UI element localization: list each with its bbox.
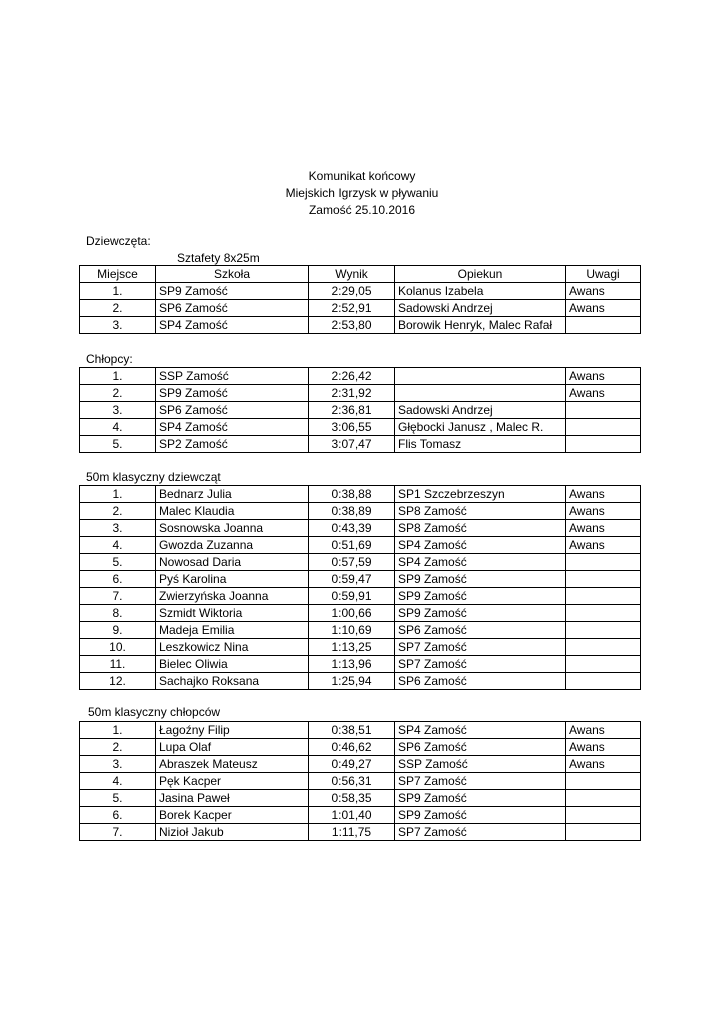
boys-50m-label: 50m klasyczny chłopców	[88, 705, 221, 719]
cell-swimmer: Sosnowska Joanna	[156, 520, 309, 537]
cell-result: 2:36,81	[309, 402, 395, 419]
cell-school: SP7 Zamość	[395, 656, 566, 673]
cell-school: SP8 Zamość	[395, 503, 566, 520]
cell-notes	[566, 639, 641, 656]
table-row	[80, 554, 641, 571]
cell-notes	[566, 790, 641, 807]
cell-place: 1.	[80, 283, 156, 300]
cell-result: 3:06,55	[309, 419, 395, 436]
cell-place: 1.	[80, 722, 156, 739]
table-row	[80, 656, 641, 673]
cell-school: SP1 Szczebrzeszyn	[395, 486, 566, 503]
relay-boys-table	[79, 367, 641, 453]
cell-swimmer: Pyś Karolina	[156, 571, 309, 588]
table-row	[80, 368, 641, 385]
cell-result: 0:58,35	[309, 790, 395, 807]
cell-swimmer: Pęk Kacper	[156, 773, 309, 790]
cell-school: SP6 Zamość	[156, 402, 309, 419]
cell-school: SP4 Zamość	[156, 419, 309, 436]
cell-notes	[566, 317, 641, 334]
cell-place: 6.	[80, 807, 156, 824]
table-row	[80, 486, 641, 503]
cell-place: 4.	[80, 419, 156, 436]
cell-coach: Głębocki Janusz , Malec R.	[395, 419, 566, 436]
cell-school: SP4 Zamość	[156, 317, 309, 334]
cell-place: 3.	[80, 317, 156, 334]
cell-swimmer: Malec Klaudia	[156, 503, 309, 520]
cell-place: 11.	[80, 656, 156, 673]
cell-school: SP9 Zamość	[395, 605, 566, 622]
cell-swimmer: Nizioł Jakub	[156, 824, 309, 841]
cell-coach: Sadowski Andrzej	[395, 402, 566, 419]
girls-50m-table	[79, 485, 641, 690]
cell-place: 7.	[80, 588, 156, 605]
cell-place: 5.	[80, 790, 156, 807]
cell-place: 7.	[80, 824, 156, 841]
cell-notes	[566, 605, 641, 622]
cell-school: SP4 Zamość	[395, 554, 566, 571]
cell-place: 9.	[80, 622, 156, 639]
cell-result: 2:29,05	[309, 283, 395, 300]
table-row	[80, 436, 641, 453]
cell-result: 2:52,91	[309, 300, 395, 317]
table-row	[80, 317, 641, 334]
cell-school: SP6 Zamość	[156, 300, 309, 317]
cell-place: 5.	[80, 554, 156, 571]
column-header-result: Wynik	[309, 266, 395, 283]
table-row	[80, 790, 641, 807]
cell-notes	[566, 824, 641, 841]
table-row	[80, 807, 641, 824]
cell-notes	[566, 807, 641, 824]
table-row	[80, 673, 641, 690]
cell-school: SP7 Zamość	[395, 824, 566, 841]
cell-swimmer: Leszkowicz Nina	[156, 639, 309, 656]
cell-result: 0:38,88	[309, 486, 395, 503]
cell-place: 10.	[80, 639, 156, 656]
cell-result: 1:13,96	[309, 656, 395, 673]
cell-place: 2.	[80, 385, 156, 402]
cell-school: SP2 Zamość	[156, 436, 309, 453]
cell-swimmer: Lupa Olaf	[156, 739, 309, 756]
boys-section-label: Chłopcy:	[86, 352, 133, 366]
cell-coach: Kolanus Izabela	[395, 283, 566, 300]
cell-school: SP7 Zamość	[395, 639, 566, 656]
cell-notes	[566, 419, 641, 436]
table-row	[80, 739, 641, 756]
cell-place: 3.	[80, 402, 156, 419]
cell-place: 3.	[80, 756, 156, 773]
cell-school: SP7 Zamość	[395, 773, 566, 790]
cell-school: SP4 Zamość	[395, 722, 566, 739]
cell-notes: Awans	[566, 722, 641, 739]
column-header-school: Szkoła	[156, 266, 309, 283]
girls-section-label: Dziewczęta:	[86, 234, 151, 248]
table-row	[80, 419, 641, 436]
cell-result: 0:57,59	[309, 554, 395, 571]
cell-result: 1:25,94	[309, 673, 395, 690]
cell-notes: Awans	[566, 520, 641, 537]
cell-result: 0:46,62	[309, 739, 395, 756]
cell-coach: Borowik Henryk, Malec Rafał	[395, 317, 566, 334]
cell-swimmer: Bednarz Julia	[156, 486, 309, 503]
cell-notes	[566, 588, 641, 605]
table-row	[80, 537, 641, 554]
table-row	[80, 639, 641, 656]
cell-result: 0:38,89	[309, 503, 395, 520]
table-row	[80, 773, 641, 790]
cell-swimmer: Borek Kacper	[156, 807, 309, 824]
cell-school: SP6 Zamość	[395, 739, 566, 756]
cell-school: SP9 Zamość	[395, 790, 566, 807]
cell-school: SP6 Zamość	[395, 673, 566, 690]
cell-result: 1:00,66	[309, 605, 395, 622]
cell-place: 12.	[80, 673, 156, 690]
cell-notes	[566, 622, 641, 639]
cell-swimmer: Sachajko Roksana	[156, 673, 309, 690]
cell-swimmer: Zwierzyńska Joanna	[156, 588, 309, 605]
column-header-coach: Opiekun	[395, 266, 566, 283]
cell-school: SP9 Zamość	[395, 807, 566, 824]
table-row	[80, 402, 641, 419]
cell-result: 0:56,31	[309, 773, 395, 790]
cell-swimmer: Szmidt Wiktoria	[156, 605, 309, 622]
relay-girls-table	[79, 265, 641, 334]
cell-notes	[566, 656, 641, 673]
cell-school: SSP Zamość	[395, 756, 566, 773]
table-row	[80, 520, 641, 537]
document-subtitle: Miejskich Igrzysk w pływaniu	[285, 186, 439, 200]
cell-result: 0:43,39	[309, 520, 395, 537]
table-row	[80, 756, 641, 773]
document-title: Komunikat końcowy	[308, 169, 416, 183]
cell-result: 0:59,91	[309, 588, 395, 605]
table-row	[80, 605, 641, 622]
relay-event-label: Sztafety 8x25m	[177, 251, 260, 265]
cell-result: 0:49,27	[309, 756, 395, 773]
cell-result: 1:11,75	[309, 824, 395, 841]
column-header-notes: Uwagi	[566, 266, 641, 283]
table-row	[80, 385, 641, 402]
table-row	[80, 722, 641, 739]
girls-50m-label: 50m klasyczny dziewcząt	[86, 470, 221, 484]
cell-result: 2:31,92	[309, 385, 395, 402]
cell-place: 1.	[80, 486, 156, 503]
cell-notes	[566, 673, 641, 690]
table-row	[80, 283, 641, 300]
cell-result: 1:01,40	[309, 807, 395, 824]
cell-place: 8.	[80, 605, 156, 622]
cell-school: SP9 Zamość	[395, 588, 566, 605]
cell-school: SP8 Zamość	[395, 520, 566, 537]
table-row	[80, 588, 641, 605]
cell-notes: Awans	[566, 739, 641, 756]
cell-notes	[566, 554, 641, 571]
cell-place: 2.	[80, 739, 156, 756]
cell-result: 0:51,69	[309, 537, 395, 554]
cell-notes: Awans	[566, 283, 641, 300]
cell-notes: Awans	[566, 368, 641, 385]
cell-notes: Awans	[566, 300, 641, 317]
cell-result: 1:13,25	[309, 639, 395, 656]
cell-notes	[566, 571, 641, 588]
cell-notes: Awans	[566, 537, 641, 554]
cell-result: 0:59,47	[309, 571, 395, 588]
cell-notes	[566, 773, 641, 790]
cell-notes: Awans	[566, 756, 641, 773]
cell-notes: Awans	[566, 503, 641, 520]
cell-school: SP9 Zamość	[156, 385, 309, 402]
cell-swimmer: Gwozda Zuzanna	[156, 537, 309, 554]
cell-notes: Awans	[566, 486, 641, 503]
cell-notes: Awans	[566, 385, 641, 402]
cell-result: 3:07,47	[309, 436, 395, 453]
cell-place: 5.	[80, 436, 156, 453]
cell-place: 3.	[80, 520, 156, 537]
cell-swimmer: Bielec Oliwia	[156, 656, 309, 673]
cell-place: 1.	[80, 368, 156, 385]
cell-school: SP6 Zamość	[395, 622, 566, 639]
cell-school: SSP Zamość	[156, 368, 309, 385]
cell-school: SP4 Zamość	[395, 537, 566, 554]
cell-place: 2.	[80, 300, 156, 317]
cell-place: 4.	[80, 537, 156, 554]
cell-coach: Sadowski Andrzej	[395, 300, 566, 317]
cell-swimmer: Łagoźny Filip	[156, 722, 309, 739]
table-header-row	[80, 266, 641, 283]
cell-result: 2:26,42	[309, 368, 395, 385]
cell-place: 2.	[80, 503, 156, 520]
cell-place: 6.	[80, 571, 156, 588]
cell-coach: Flis Tomasz	[395, 436, 566, 453]
table-row	[80, 503, 641, 520]
cell-notes	[566, 436, 641, 453]
cell-result: 2:53,80	[309, 317, 395, 334]
cell-swimmer: Nowosad Daria	[156, 554, 309, 571]
document-place-date: Zamość 25.10.2016	[308, 203, 416, 217]
cell-result: 0:38,51	[309, 722, 395, 739]
table-row	[80, 622, 641, 639]
cell-notes	[566, 402, 641, 419]
table-row	[80, 571, 641, 588]
cell-swimmer: Madeja Emilia	[156, 622, 309, 639]
cell-place: 4.	[80, 773, 156, 790]
cell-coach	[395, 368, 566, 385]
cell-school: SP9 Zamość	[395, 571, 566, 588]
boys-50m-table	[79, 721, 641, 841]
column-header-place: Miejsce	[80, 266, 156, 283]
table-row	[80, 824, 641, 841]
cell-swimmer: Jasina Paweł	[156, 790, 309, 807]
cell-coach	[395, 385, 566, 402]
cell-school: SP9 Zamość	[156, 283, 309, 300]
cell-swimmer: Abraszek Mateusz	[156, 756, 309, 773]
cell-result: 1:10,69	[309, 622, 395, 639]
table-row	[80, 300, 641, 317]
